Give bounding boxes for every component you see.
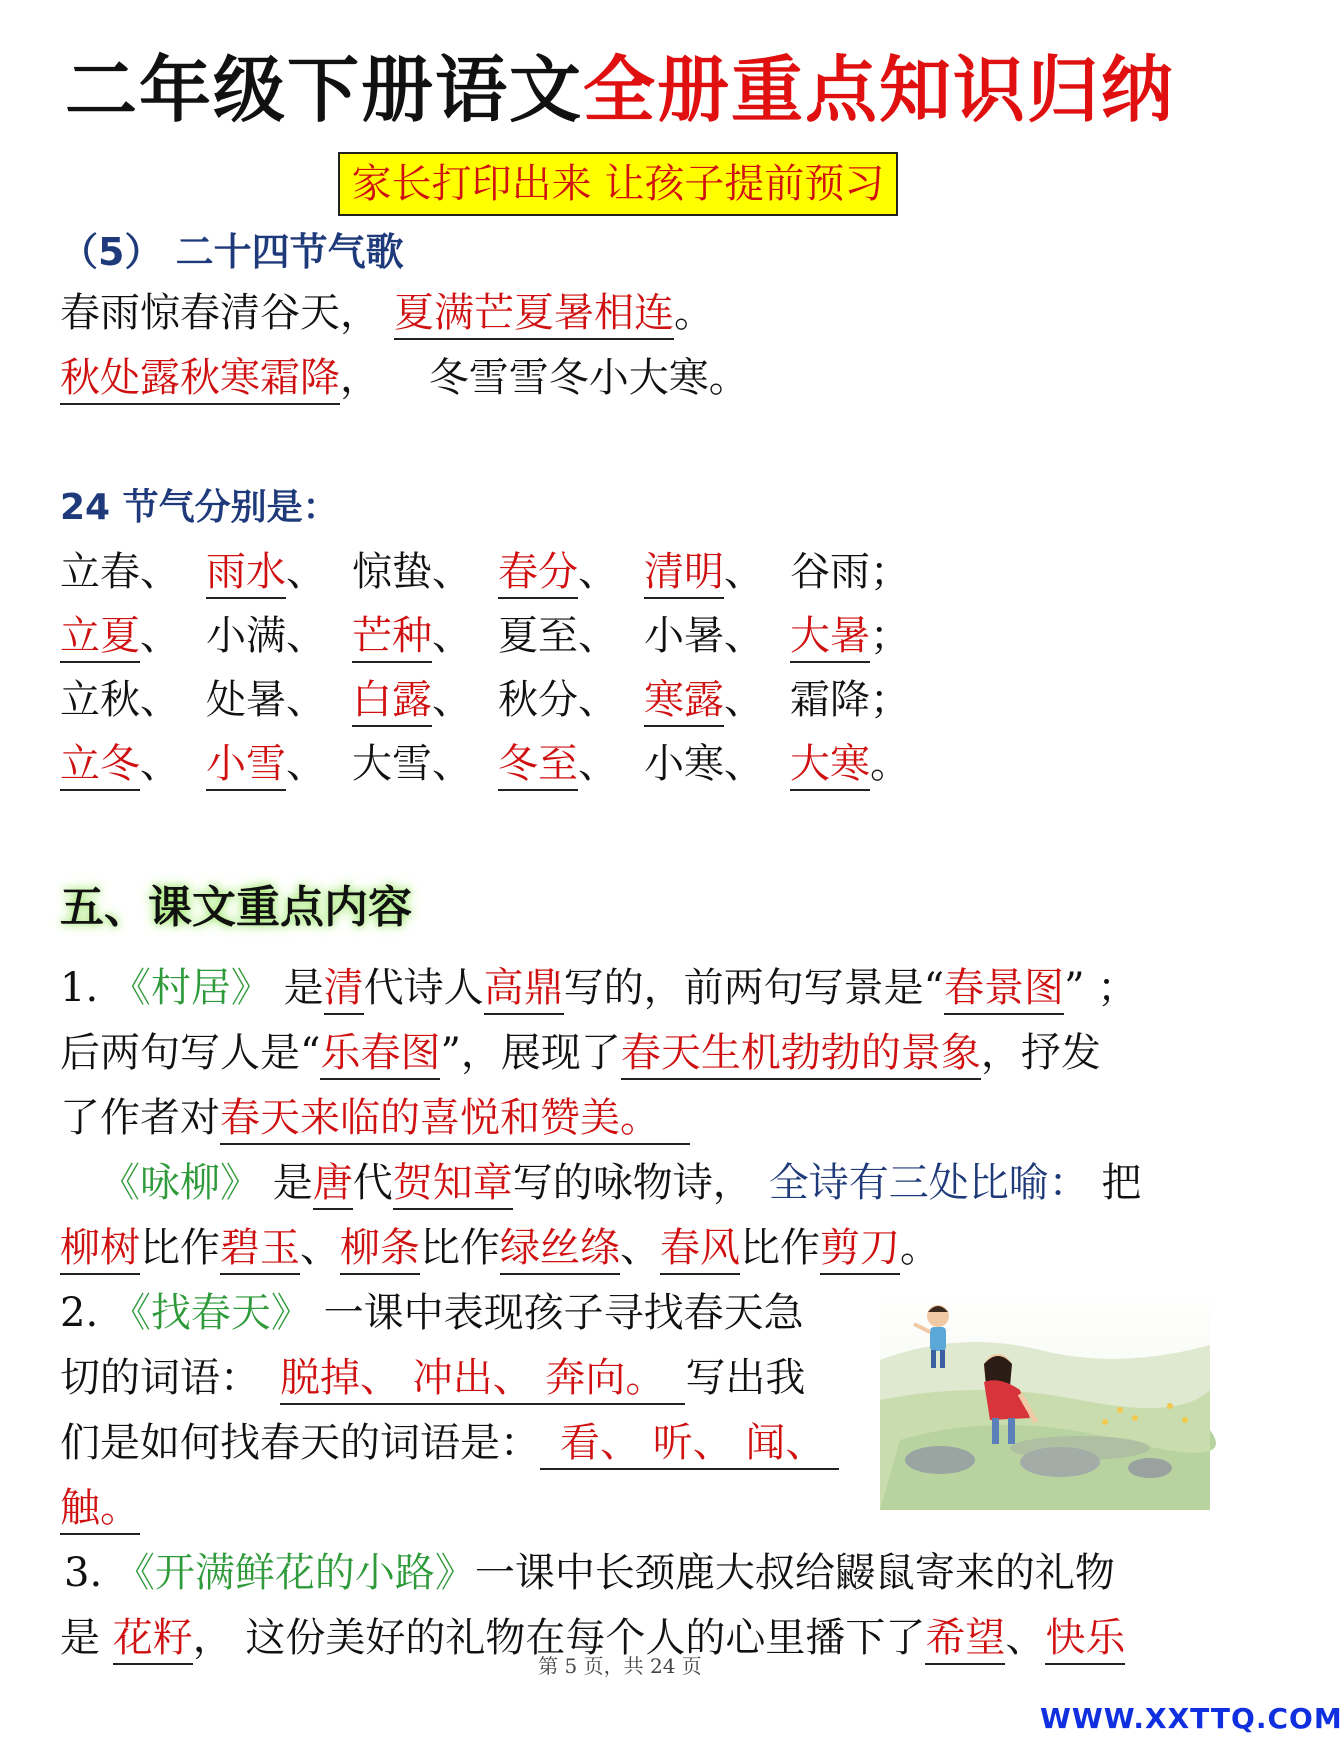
section5-heading: 五、课文重点内容 bbox=[60, 882, 412, 933]
p2-answer: 绿丝绦 bbox=[500, 1225, 620, 1275]
solar-term-separator: 、 bbox=[432, 613, 472, 659]
solar-term-item bbox=[206, 544, 346, 600]
solar-term-separator: 、 bbox=[140, 677, 180, 723]
p1-poet: 高鼎 bbox=[484, 965, 564, 1015]
solar-term-item bbox=[352, 544, 492, 600]
solar-term-name: 谷雨 bbox=[790, 549, 870, 595]
p1-answer: 春天生机勃勃的景象 bbox=[621, 1030, 981, 1080]
p2-answer: 春风 bbox=[660, 1225, 740, 1275]
title-red-part: 全册重点知识归纳 bbox=[583, 48, 1176, 132]
solar-term-separator: 、 bbox=[286, 677, 326, 723]
solar-term-separator: 、 bbox=[724, 549, 764, 595]
p1-answer: 春景图 bbox=[944, 965, 1064, 1015]
p3-answer: 看、 听、 闻、 bbox=[540, 1420, 839, 1470]
p4-answer: 快乐 bbox=[1045, 1615, 1125, 1665]
p3-text: 写出我 bbox=[685, 1355, 806, 1401]
song-line-1-a: 春雨惊春清谷天， bbox=[60, 290, 380, 336]
solar-term-name: 立夏 bbox=[60, 613, 140, 663]
p2-note: 全诗有三处比喻： bbox=[768, 1160, 1089, 1206]
solar-term-item bbox=[790, 608, 930, 664]
solar-term-item bbox=[498, 672, 638, 728]
p4-answer: 希望 bbox=[925, 1615, 1005, 1665]
p2-title: 《咏柳》 bbox=[100, 1160, 260, 1206]
solar-term-item bbox=[790, 544, 930, 600]
p3-answer: 触。 bbox=[60, 1485, 140, 1535]
solar-term-separator: 、 bbox=[578, 677, 618, 723]
p2-text: 是 bbox=[260, 1160, 313, 1206]
solar-term-item bbox=[352, 672, 492, 728]
solar-term-separator: 、 bbox=[140, 613, 180, 659]
p3-title: 《找春天》 bbox=[110, 1290, 311, 1336]
p2-poet: 贺知章 bbox=[393, 1160, 513, 1210]
page-footer: 第 5 页，共 24 页 bbox=[538, 1654, 702, 1678]
solar-term-name: 清明 bbox=[644, 549, 724, 599]
solar-term-item bbox=[60, 736, 200, 792]
solar-term-name: 冬至 bbox=[498, 741, 578, 791]
p2-text: 比作 bbox=[740, 1225, 820, 1271]
solar-term-item bbox=[206, 736, 346, 792]
solar-term-name: 惊蛰 bbox=[352, 549, 432, 595]
solar-term-item bbox=[644, 672, 784, 728]
children-spring-illustration bbox=[880, 1290, 1210, 1510]
solar-term-item bbox=[352, 736, 492, 792]
solar-term-separator: 、 bbox=[432, 741, 472, 787]
p1-text: 了作者对 bbox=[60, 1095, 220, 1141]
p4-line-1 bbox=[64, 1545, 1115, 1601]
p1-text: ”，展现了 bbox=[440, 1030, 621, 1076]
solar-term-name: 秋分 bbox=[498, 677, 578, 723]
song-line-2-a: 秋处露秋寒霜降 bbox=[60, 355, 340, 405]
site-watermark: WWW.XXTTQ.COM bbox=[1040, 1702, 1343, 1735]
solar-term-item bbox=[790, 736, 930, 792]
solar-term-separator: ； bbox=[870, 549, 910, 595]
p1-text: 代诗人 bbox=[363, 965, 484, 1011]
p2-text: 、 bbox=[300, 1225, 340, 1271]
p2-answer: 柳条 bbox=[340, 1225, 420, 1275]
p2-text: 代 bbox=[352, 1160, 393, 1206]
solar-term-separator: 、 bbox=[724, 741, 764, 787]
solar-term-name: 小暑 bbox=[644, 613, 724, 659]
p1-num: 1. bbox=[60, 965, 111, 1011]
solar-term-name: 春分 bbox=[498, 549, 578, 599]
p2-text: 、 bbox=[620, 1225, 660, 1271]
solar-term-name: 大雪 bbox=[352, 741, 432, 787]
solar-term-item bbox=[498, 544, 638, 600]
p1-line-2 bbox=[60, 1025, 1101, 1081]
solar-term-name: 立春 bbox=[60, 549, 140, 595]
solar-term-separator: 、 bbox=[578, 549, 618, 595]
solar-term-item bbox=[206, 672, 346, 728]
p3-text: 切的词语： bbox=[60, 1355, 260, 1401]
solar-term-name: 立冬 bbox=[60, 741, 140, 791]
solar-term-item bbox=[790, 672, 930, 728]
p1-answer: 乐春图 bbox=[320, 1030, 440, 1080]
p1-answer: 春天来临的喜悦和赞美。 bbox=[220, 1095, 690, 1145]
solar-term-separator: 、 bbox=[578, 613, 618, 659]
solar-term-name: 小寒 bbox=[644, 741, 724, 787]
solar-term-separator: ； bbox=[870, 613, 910, 659]
p1-dynasty: 清 bbox=[324, 965, 364, 1015]
p4-text: 是 bbox=[60, 1615, 113, 1661]
solar-term-separator: 、 bbox=[578, 741, 618, 787]
p1-line-3 bbox=[60, 1090, 690, 1146]
terms-heading: 24 节气分别是： bbox=[60, 487, 339, 528]
solar-term-item bbox=[60, 608, 200, 664]
solar-term-name: 小满 bbox=[206, 613, 286, 659]
solar-term-separator: ； bbox=[870, 677, 910, 723]
solar-term-separator: 、 bbox=[140, 549, 180, 595]
p4-answer: 花籽 bbox=[113, 1615, 193, 1665]
song-line-1 bbox=[60, 285, 714, 341]
p3-text: 们是如何找春天的词语是： bbox=[60, 1420, 540, 1466]
p2-answer: 碧玉 bbox=[220, 1225, 300, 1275]
solar-term-name: 寒露 bbox=[644, 677, 724, 727]
solar-term-name: 立秋 bbox=[60, 677, 140, 723]
solar-term-name: 霜降 bbox=[790, 677, 870, 723]
p1-text: ，抒发 bbox=[980, 1030, 1101, 1076]
p1-title: 《村居》 bbox=[110, 965, 271, 1011]
solar-term-item bbox=[644, 544, 784, 600]
solar-term-name: 白露 bbox=[352, 677, 432, 727]
p2-line-2 bbox=[60, 1220, 940, 1276]
solar-term-separator: 、 bbox=[724, 677, 764, 723]
p4-title: 《开满鲜花的小路》 bbox=[114, 1550, 475, 1596]
p4-num: 3. bbox=[64, 1550, 115, 1596]
p2-text: 。 bbox=[900, 1225, 940, 1271]
p1-line-1 bbox=[60, 960, 1137, 1016]
p2-line-1 bbox=[100, 1155, 1141, 1211]
solar-term-name: 大寒 bbox=[790, 741, 870, 791]
title-black-part: 二年级下册语文 bbox=[64, 48, 583, 132]
solar-term-separator: 、 bbox=[432, 549, 472, 595]
p4-text: 一课中长颈鹿大叔给鼹鼠寄来的礼物 bbox=[474, 1550, 1115, 1596]
p4-text: ， 这份美好的礼物在每个人的心里播下了 bbox=[192, 1615, 926, 1661]
solar-term-item bbox=[498, 736, 638, 792]
p3-num: 2. bbox=[60, 1290, 111, 1336]
solar-term-separator: 、 bbox=[286, 549, 326, 595]
song-heading: （5） 二十四节气歌 bbox=[60, 230, 404, 274]
solar-term-separator: 、 bbox=[286, 613, 326, 659]
p2-answer: 剪刀 bbox=[820, 1225, 900, 1275]
solar-term-item bbox=[206, 608, 346, 664]
solar-term-item bbox=[60, 544, 200, 600]
solar-term-name: 处暑 bbox=[206, 677, 286, 723]
solar-term-item bbox=[498, 608, 638, 664]
p2-text: 把 bbox=[1088, 1160, 1142, 1206]
p2-dynasty: 唐 bbox=[313, 1160, 353, 1210]
song-line-1-b: 夏满芒夏暑相连 bbox=[394, 290, 674, 340]
p3-line-2 bbox=[60, 1350, 805, 1406]
p4-text: 、 bbox=[1005, 1615, 1046, 1661]
solar-term-item bbox=[352, 608, 492, 664]
p2-answer: 柳树 bbox=[60, 1225, 140, 1275]
p2-text: 比作 bbox=[140, 1225, 220, 1271]
solar-term-name: 夏至 bbox=[498, 613, 578, 659]
song-line-2-c: 冬雪雪冬小大寒。 bbox=[416, 355, 749, 401]
page-title bbox=[0, 42, 1240, 138]
song-line-2-b: ， bbox=[340, 355, 380, 401]
p1-text: 后两句写人是“ bbox=[60, 1030, 321, 1076]
p3-line-4 bbox=[60, 1480, 140, 1536]
p1-text: 是 bbox=[270, 965, 324, 1011]
solar-term-item bbox=[644, 736, 784, 792]
solar-term-separator: 、 bbox=[432, 677, 472, 723]
p1-text: 写的，前两句写景是“ bbox=[563, 965, 945, 1011]
solar-term-item bbox=[60, 672, 200, 728]
p1-text: ” ； bbox=[1064, 965, 1138, 1011]
solar-term-item bbox=[644, 608, 784, 664]
p3-answer: 脱掉、 冲出、 奔向。 bbox=[280, 1355, 685, 1405]
solar-term-separator: 、 bbox=[724, 613, 764, 659]
solar-term-name: 大暑 bbox=[790, 613, 870, 663]
solar-term-separator: 、 bbox=[286, 741, 326, 787]
p2-text: 比作 bbox=[420, 1225, 500, 1271]
solar-term-separator: 、 bbox=[140, 741, 180, 787]
p3-line-3 bbox=[60, 1415, 839, 1471]
song-line-2 bbox=[60, 350, 749, 406]
p3-line-1 bbox=[60, 1285, 804, 1341]
banner: 家长打印出来 让孩子提前预习 bbox=[338, 152, 898, 216]
solar-term-separator: 。 bbox=[870, 741, 910, 787]
p2-text: 写的咏物诗， bbox=[512, 1160, 753, 1206]
solar-term-name: 雨水 bbox=[206, 549, 286, 599]
song-line-1-c: 。 bbox=[674, 290, 714, 336]
solar-term-name: 小雪 bbox=[206, 741, 286, 791]
solar-term-name: 芒种 bbox=[352, 613, 432, 663]
p3-text: 一课中表现孩子寻找春天急 bbox=[310, 1290, 804, 1336]
